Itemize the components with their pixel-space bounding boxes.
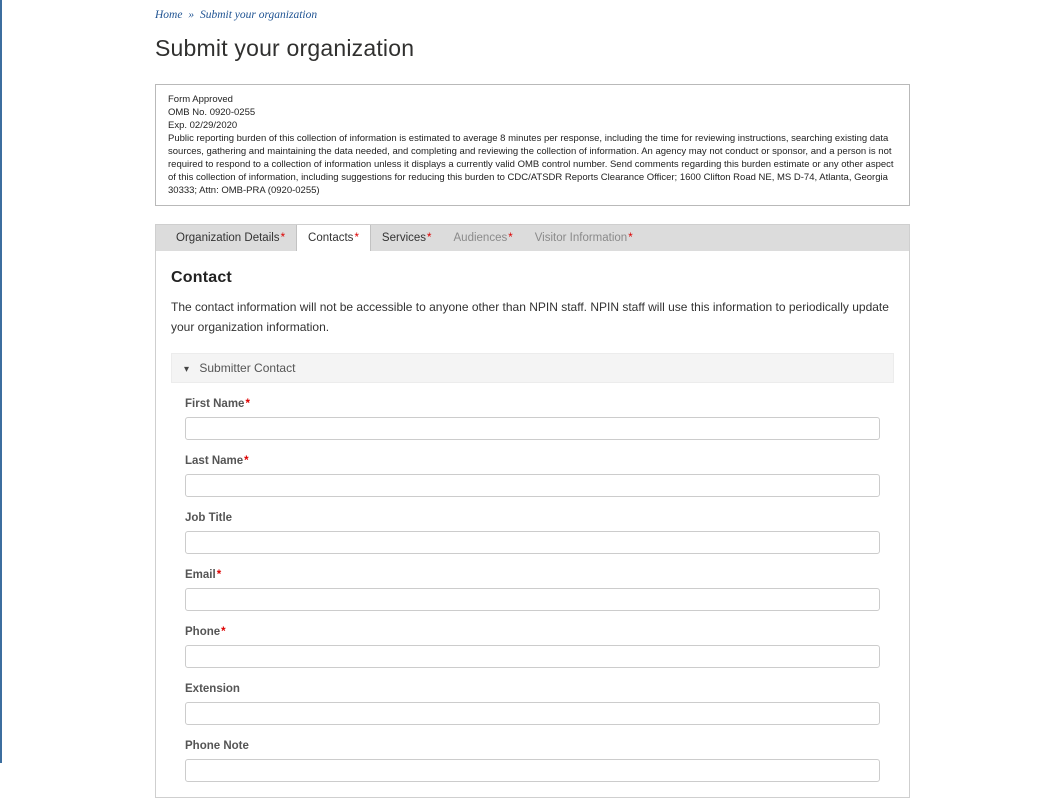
omb-burden-statement: Public reporting burden of this collection of information is estimated to average 8 minutes per response, including the time for reviewing instructions, searching existing data sources, gathering and maintaining the data needed, and completing and reviewing the collection of information. An agency may not conduct or sponsor, and a person is not required to respond to a collection of information unless it displays a currently valid OMB control number. Send comments regarding this burden estimate or any other aspect of this collection of information, including suggestions for reducing this burden to CDC/ATSDR Reports Clearance Officer; 1600 Clifton Road NE, MS D-74, Atlanta, Georgia 30333; Attn: OMB-PRA (0920-0255) [168, 133, 894, 196]
tab-label: Organization Details [176, 232, 280, 244]
breadcrumb-separator: » [188, 9, 195, 21]
required-asterisk: * [221, 626, 226, 638]
omb-number: OMB No. 0920-0255 [168, 107, 256, 118]
tab-label: Services [381, 232, 427, 244]
phone-input[interactable] [185, 645, 880, 668]
tab-organization-details[interactable] [165, 225, 296, 251]
fields-container [171, 398, 894, 782]
breadcrumb-current-link[interactable]: Submit your organization [199, 9, 318, 21]
contact-description: The contact information will not be accessible to anyone other than NPIN staff. NPIN staff will use this information to periodically update your organization information. [171, 300, 889, 334]
tab-label: Audiences [453, 232, 508, 244]
required-asterisk: * [354, 232, 359, 244]
email-input[interactable] [185, 588, 880, 611]
form-field-extension [185, 683, 880, 725]
page-title: Submit your organization [155, 35, 415, 61]
last-name-input[interactable] [185, 474, 880, 497]
form-field-phone [185, 626, 880, 668]
field-label: First Name* [185, 398, 250, 410]
panel-body [156, 251, 909, 782]
omb-form-approved: Form Approved [168, 94, 233, 105]
required-asterisk: * [628, 232, 633, 244]
tab-bar [156, 225, 909, 251]
content-column [155, 0, 910, 798]
field-label: Extension [185, 683, 240, 695]
form-field-last-name [185, 455, 880, 497]
form-field-phone-note [185, 740, 880, 782]
breadcrumb [155, 9, 910, 21]
job-title-input[interactable] [185, 531, 880, 554]
tab-audiences[interactable] [443, 225, 524, 251]
breadcrumb-home-link[interactable]: Home [155, 9, 183, 21]
tab-label: Contacts [308, 232, 354, 244]
collapse-caret-icon: ▾ [184, 364, 190, 375]
omb-expiration: Exp. 02/29/2020 [168, 120, 238, 131]
submitter-contact-toggle[interactable] [171, 353, 894, 383]
required-asterisk: * [280, 232, 286, 244]
required-asterisk: * [508, 232, 513, 244]
first-name-input[interactable] [185, 417, 880, 440]
form-field-email [185, 569, 880, 611]
required-asterisk: * [244, 455, 249, 467]
fieldset-legend: Submitter Contact [199, 361, 296, 375]
tab-label: Visitor Information [534, 232, 628, 244]
form-field-job-title [185, 512, 880, 554]
required-asterisk: * [216, 569, 222, 581]
required-asterisk: * [427, 232, 432, 244]
contact-heading: Contact [171, 269, 232, 286]
form-field-first-name [185, 398, 880, 440]
form-panel [155, 224, 910, 798]
field-label: Job Title [185, 512, 233, 524]
field-label: Last Name* [185, 455, 249, 467]
omb-notice-box [155, 84, 910, 206]
tab-services[interactable] [371, 225, 443, 251]
field-label: Phone* [185, 626, 226, 638]
phone-note-input[interactable] [185, 759, 880, 782]
field-label: Email* [185, 569, 222, 581]
tab-contacts[interactable] [296, 225, 371, 251]
tab-visitor-information[interactable] [524, 225, 644, 251]
submitter-contact-fieldset [171, 353, 894, 782]
field-label: Phone Note [185, 740, 249, 752]
extension-input[interactable] [185, 702, 880, 725]
required-asterisk: * [245, 398, 250, 410]
